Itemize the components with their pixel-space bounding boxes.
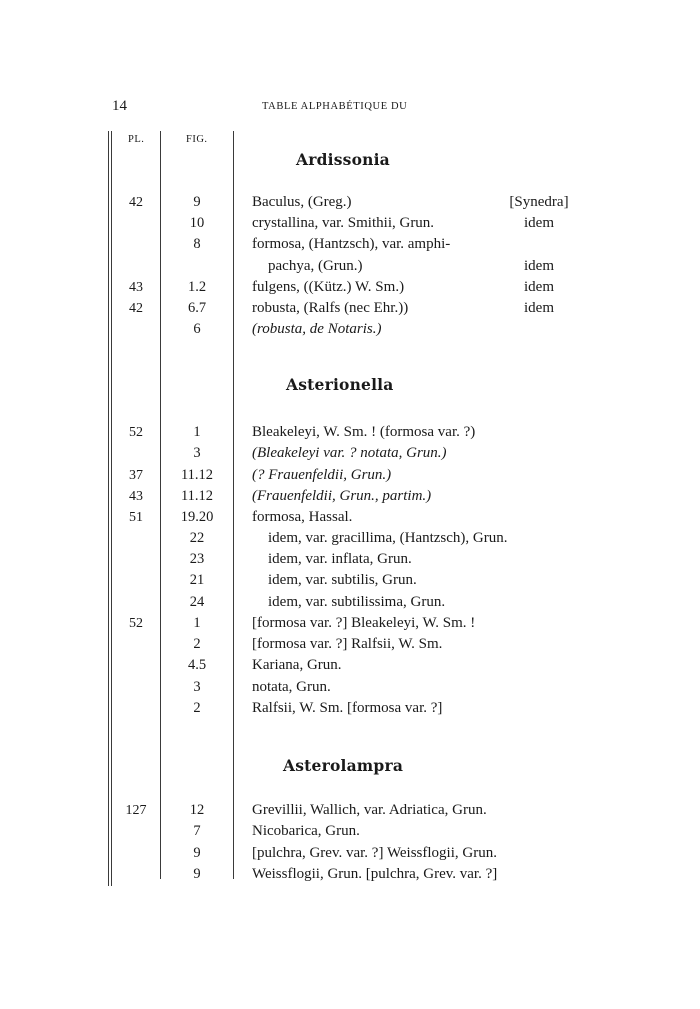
- figure-number: 9: [193, 866, 201, 882]
- entry-text: Nicobarica, Grun.: [252, 823, 360, 839]
- figure-number: 2: [193, 700, 201, 716]
- column-header-figure: FIG.: [186, 134, 208, 145]
- running-head: [112, 98, 582, 118]
- plate-number: 37: [129, 468, 143, 483]
- entry-text: (? Frauenfeldii, Grun.): [252, 467, 392, 483]
- entry-text: [formosa var. ?] Ralfsii, W. Sm.: [252, 636, 443, 652]
- figure-number: 3: [193, 679, 201, 695]
- figure-number: 7: [193, 823, 201, 839]
- figure-number: 23: [189, 551, 205, 567]
- table-row: [0, 592, 700, 613]
- entry-text: pachya, (Grun.): [268, 258, 363, 274]
- table-row: [0, 422, 700, 443]
- entry-text: (robusta, de Notaris.): [252, 321, 382, 337]
- plate-number: 51: [129, 510, 143, 525]
- entry-text: Weissflogii, Grun. [pulchra, Grev. var. ?]: [252, 866, 498, 882]
- running-title: TABLE ALPHABÉTIQUE DU: [262, 101, 408, 112]
- entry-text: Baculus, (Greg.): [252, 194, 352, 210]
- table-row: [0, 319, 700, 340]
- entry-text: Grevillii, Wallich, var. Adriatica, Grun.: [252, 802, 487, 818]
- figure-number: 6.7: [187, 300, 207, 316]
- table-row: [0, 507, 700, 528]
- figure-number: 6: [193, 321, 201, 337]
- table-row: [0, 570, 700, 591]
- table-row: [0, 234, 700, 255]
- figure-number: 1: [193, 424, 201, 440]
- entry-text: fulgens, ((Kütz.) W. Sm.): [252, 279, 405, 295]
- entry-text: (Frauenfeldii, Grun., partim.): [252, 488, 432, 504]
- table-row: [0, 843, 700, 864]
- figure-number: 19.20: [180, 509, 214, 525]
- section-title-ardissonia: Ardissonia: [296, 150, 390, 169]
- figure-number: 1.2: [187, 279, 207, 295]
- figure-number: 9: [193, 845, 201, 861]
- entry-text: notata, Grun.: [252, 679, 331, 695]
- plate-number: 42: [129, 195, 143, 210]
- table-row: [0, 277, 700, 298]
- entry-text: Kariana, Grun.: [252, 657, 342, 673]
- table-row: [0, 443, 700, 464]
- table-row: [0, 192, 700, 213]
- plate-number: 43: [129, 280, 143, 295]
- genus-ref: idem: [524, 300, 554, 316]
- table-row: [0, 298, 700, 319]
- figure-number: 8: [193, 236, 201, 252]
- entry-text: (Bleakeleyi var. ? notata, Grun.): [252, 445, 447, 461]
- table-row: [0, 256, 700, 277]
- entry-text: crystallina, var. Smithii, Grun.: [252, 215, 435, 231]
- table-row: [0, 634, 700, 655]
- plate-number: 127: [125, 803, 147, 818]
- entry-text: formosa, Hassal.: [252, 509, 353, 525]
- section-title-asterionella: Asterionella: [286, 375, 394, 394]
- table-row: [0, 213, 700, 234]
- figure-number: 22: [189, 530, 205, 546]
- figure-number: 3: [193, 445, 201, 461]
- genus-ref: [Synedra]: [509, 194, 569, 210]
- figure-number: 11.12: [180, 467, 214, 483]
- figure-number: 11.12: [180, 488, 214, 504]
- figure-number: 21: [189, 572, 205, 588]
- entry-text: idem, var. gracillima, (Hantzsch), Grun.: [268, 530, 508, 546]
- table-row: [0, 549, 700, 570]
- table-row: [0, 800, 700, 821]
- figure-number: 4.5: [187, 657, 207, 673]
- entry-text: Bleakeleyi, W. Sm. ! (formosa var. ?): [252, 424, 476, 440]
- table-row: [0, 486, 700, 507]
- figure-number: 12: [189, 802, 205, 818]
- plate-number: 52: [129, 425, 143, 440]
- genus-ref: idem: [524, 258, 554, 274]
- entry-text: idem, var. inflata, Grun.: [268, 551, 412, 567]
- table-row: [0, 465, 700, 486]
- genus-ref: idem: [524, 215, 554, 231]
- figure-number: 9: [193, 194, 201, 210]
- table-row: [0, 864, 700, 885]
- plate-number: 43: [129, 489, 143, 504]
- entry-text: robusta, (Ralfs (nec Ehr.)): [252, 300, 409, 316]
- table-row: [0, 677, 700, 698]
- column-header-plate: PL.: [128, 134, 145, 145]
- entry-text: Ralfsii, W. Sm. [formosa var. ?]: [252, 700, 443, 716]
- entry-text: formosa, (Hantzsch), var. amphi-: [252, 236, 451, 252]
- page-number: 14: [112, 98, 127, 114]
- figure-number: 1: [193, 615, 201, 631]
- plate-number: 42: [129, 301, 143, 316]
- table-row: [0, 613, 700, 634]
- entry-text: [formosa var. ?] Bleakeleyi, W. Sm. !: [252, 615, 476, 631]
- figure-number: 24: [189, 594, 205, 610]
- table-row: [0, 528, 700, 549]
- table-row: [0, 821, 700, 842]
- entry-text: idem, var. subtilis, Grun.: [268, 572, 417, 588]
- table-row: [0, 655, 700, 676]
- entry-text: [pulchra, Grev. var. ?] Weissflogii, Grun.: [252, 845, 497, 861]
- plate-number: 52: [129, 616, 143, 631]
- section-title-asterolampra: Asterolampra: [283, 756, 404, 775]
- table-row: [0, 698, 700, 719]
- entry-text: idem, var. subtilissima, Grun.: [268, 594, 446, 610]
- figure-number: 10: [189, 215, 205, 231]
- genus-ref: idem: [524, 279, 554, 295]
- figure-number: 2: [193, 636, 201, 652]
